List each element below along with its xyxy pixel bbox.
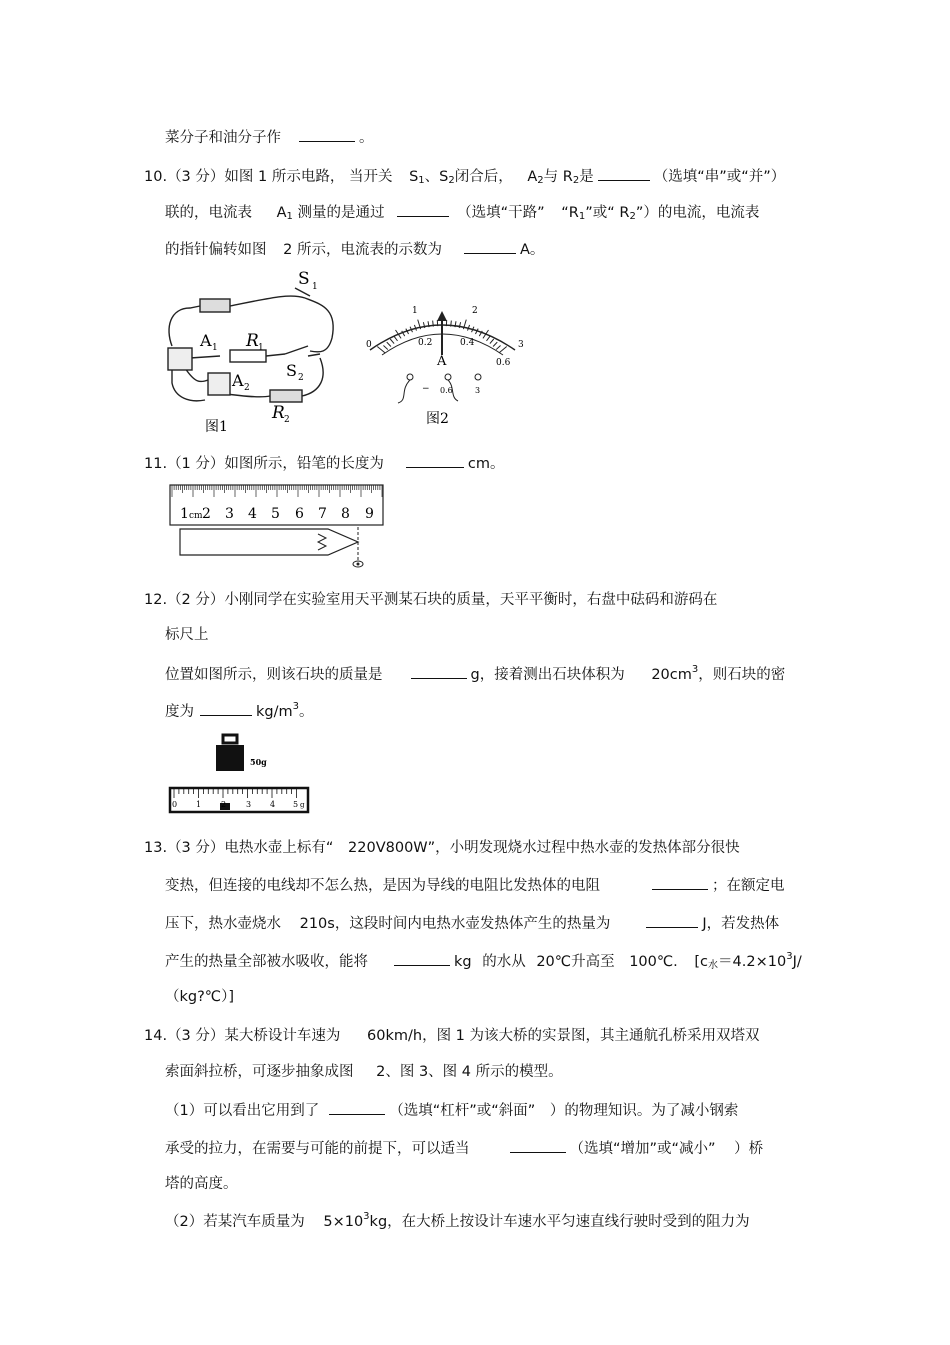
scale-label: 5 [293, 800, 299, 809]
q10-text: 测量的是通过 [297, 205, 385, 221]
terminal-label: 3 [475, 386, 481, 395]
scale-label: 0 [172, 800, 178, 809]
ruler-label: 3 [225, 506, 234, 522]
ammeter-tick [390, 339, 394, 344]
q10-text: “R [561, 205, 579, 221]
ammeter-tick [383, 345, 387, 349]
q12-text: 标尺上 [165, 627, 209, 643]
q13-line3 [165, 912, 779, 934]
ammeter-tick [486, 336, 490, 341]
q9-line [165, 126, 374, 148]
scale-label: 3 [246, 800, 252, 809]
q13-blank-2 [646, 912, 698, 928]
q10-text: ”）的电流，电流表 [635, 205, 760, 221]
label-s: S [286, 361, 297, 380]
q13-sub: 水 [708, 960, 719, 971]
q13-text: 20℃升高至 [536, 954, 615, 970]
ammeter-tick [490, 339, 494, 344]
q10-text: 闭合后， [454, 169, 513, 185]
q12-text: 。 [299, 704, 314, 720]
q10-text: 联的，电流表 [165, 205, 252, 221]
label-sub: 1 [212, 343, 218, 353]
q13-sup: 3 [786, 951, 793, 962]
q13-text: 产生的热量全部被水吸收，能将 [165, 954, 368, 970]
s1-symbol: S [409, 169, 419, 185]
q14-text: 60km/h，图 1 为该大桥的实景图，其主通航孔桥采用双塔双 [367, 1028, 760, 1044]
ammeter-tick [394, 336, 398, 341]
q14-text: （选填“增加”或“减小” [569, 1141, 716, 1157]
ruler-label: 9 [365, 506, 374, 522]
a1-sub: 1 [286, 211, 293, 222]
q13-text: J/ [792, 954, 802, 970]
tick-label: 2 [472, 306, 478, 316]
tick-label: 0.6 [496, 358, 511, 368]
scale-label: 1 [196, 800, 202, 809]
question-score: （3 分） [167, 1028, 225, 1044]
q11-blank [406, 452, 464, 468]
unit-label: A [437, 354, 447, 369]
q12-line3 [165, 663, 785, 685]
q14-line3 [165, 1099, 738, 1121]
q14-text: （1）可以看出它用到了 [165, 1103, 320, 1119]
a1-symbol: A [276, 205, 287, 221]
q14-line6 [165, 1212, 750, 1232]
question-number: 12. [144, 592, 168, 608]
q12-text: g，接着测出石块体积为 [470, 667, 625, 683]
q10-line3 [165, 238, 544, 260]
q12-line2 [165, 625, 209, 645]
ruler-label: 7 [318, 506, 327, 522]
question-number: 13. [144, 840, 168, 856]
q10-text: 是 [579, 169, 594, 185]
label-sub: 2 [244, 383, 250, 393]
q13-text: [c [694, 954, 709, 970]
tick-label: 0.2 [418, 338, 433, 348]
q10-sep: 、 [424, 169, 440, 185]
q13-text: kg [454, 954, 472, 970]
q13-line4 [165, 950, 802, 972]
q14-text: 5×10 [323, 1214, 364, 1230]
q13-text: 电热水壶上标有“ [224, 840, 334, 856]
q10-text: （选填“干路” [457, 205, 545, 221]
circuit-figure-1 [160, 268, 350, 433]
ruler-label: 5 [271, 506, 280, 522]
question-number: 11. [144, 456, 168, 472]
q13-text: 变热，但连接的电线却不怎么热，是因为导线的电阻比发热体的电阻 [165, 878, 600, 894]
q13-blank-3 [394, 950, 450, 966]
q14-text: ）的物理知识。为了减小钢索 [549, 1103, 739, 1119]
q14-line5 [165, 1174, 238, 1194]
s1-sub: 1 [418, 175, 425, 186]
ruler-label: 6 [295, 506, 304, 522]
q12-text: 小刚同学在实验室用天平测某石块的质量，天平平衡时，右盘中砝码和游码在 [224, 592, 718, 608]
ammeter-tick [451, 321, 452, 327]
q14-text: 某大桥设计车速为 [224, 1028, 341, 1044]
ammeter-tick [377, 346, 385, 352]
q13-line2 [165, 874, 785, 896]
weight-label: 50g [250, 757, 267, 767]
r2-symbol: R [562, 169, 573, 185]
ammeter-tick [433, 321, 434, 327]
ruler-pencil-figure [168, 482, 388, 572]
tick-label: 0.4 [460, 338, 475, 348]
q13-line5 [165, 987, 234, 1007]
q10-text: 与 [543, 169, 559, 185]
q10-line2 [165, 201, 759, 223]
ammeter-tick [396, 330, 402, 338]
scale-label: 2 [221, 800, 227, 809]
q12-blank-1 [411, 663, 467, 679]
ruler-label: 8 [341, 506, 350, 522]
balance-scale-figure [166, 733, 316, 818]
q13-text: 100℃. [629, 954, 678, 970]
ammeter-tick [387, 342, 391, 346]
r2-sub: 2 [572, 175, 580, 186]
ruler-label: 1 [180, 506, 189, 522]
figure-caption: 图2 [426, 411, 449, 427]
q14-blank-2 [510, 1137, 566, 1153]
q12-sup: 3 [691, 664, 699, 675]
q12-text: 位置如图所示，则该石块的质量是 [165, 667, 383, 683]
q13-text: J，若发热体 [702, 916, 780, 932]
q14-text: kg，在大桥上按设计车速水平匀速直线行驶时受到的阻力为 [369, 1214, 750, 1230]
label-a: A [232, 371, 244, 390]
q10-text: 如图 1 所示电路， 当开关 [224, 169, 393, 185]
q13-text: 210s，这段时间内电热水壶发热体产生的热量为 [299, 916, 611, 932]
scale-label: g [300, 801, 305, 809]
q12-text: kg/m [256, 704, 293, 720]
q10-line1 [144, 165, 785, 187]
q14-text: （选填“杠杆”或“斜面” [389, 1103, 536, 1119]
label-r: R [272, 403, 285, 423]
q14-text: 2、图 3、图 4 所示的模型。 [376, 1064, 563, 1080]
q13-text: ＝4.2×10 [718, 954, 787, 970]
question-number: 10. [144, 169, 168, 185]
q12-text: 度为 [165, 704, 194, 720]
q14-text: 索面斜拉桥，可逐步抽象成图 [165, 1064, 354, 1080]
q12-line1 [144, 590, 717, 610]
q13-blank-1 [652, 874, 708, 890]
ruler-label: cm [189, 511, 203, 521]
ammeter-tick [493, 342, 497, 346]
q13-text: （kg?℃）] [165, 989, 234, 1005]
q11-line [144, 452, 505, 474]
tick-label: 0 [366, 340, 372, 350]
label-s: S [298, 269, 310, 289]
question-score: （1 分） [167, 456, 225, 472]
q10-blank-2 [397, 201, 449, 217]
q12-sup: 3 [292, 701, 299, 712]
q10-text: （选填“串”或“并”） [653, 169, 786, 185]
q10-text: 2 所示，电流表的示数为 [283, 242, 442, 258]
label-sub: 2 [284, 415, 290, 425]
figure-caption: 图1 [205, 419, 228, 433]
label-a: A [200, 331, 212, 350]
a2-sub: 2 [537, 175, 544, 186]
terminal-label: 0.6 [440, 386, 453, 395]
q9-end: 。 [359, 130, 374, 146]
q12-text: 20cm [651, 667, 692, 683]
ammeter-tick [496, 345, 500, 349]
q10-text: ”或“ R [585, 205, 630, 221]
q14-line4 [165, 1137, 763, 1159]
q9-blank [299, 126, 355, 142]
q10-sub: 2 [629, 211, 636, 222]
tick-label: 3 [518, 340, 524, 350]
q13-line1 [144, 838, 740, 858]
q14-blank-1 [329, 1099, 385, 1115]
q12-line4 [165, 700, 314, 722]
q13-text: 的水从 [482, 954, 526, 970]
ammeter-tick [499, 346, 507, 352]
q10-sub: 1 [578, 211, 586, 222]
q10-blank-1 [598, 165, 650, 181]
q11-unit: cm。 [467, 456, 505, 472]
s2-symbol: S [439, 169, 449, 185]
q14-line2 [165, 1062, 563, 1082]
q13-text: 压下，热水壶烧水 [165, 916, 281, 932]
q12-text: ，则石块的密 [698, 667, 786, 683]
scale-label: 4 [270, 800, 276, 809]
q10-text: 的指针偏转如图 [165, 242, 267, 258]
q14-sup: 3 [363, 1211, 370, 1222]
q13-text: ；在额定电 [712, 878, 785, 894]
q14-text: 承受的拉力，在需要与可能的前提下，可以适当 [165, 1141, 470, 1157]
q13-text: ”，小明发现烧水过程中热水壶的发热体部分很快 [427, 840, 740, 856]
q13-text: 220V800W [348, 840, 428, 856]
question-score: （3 分） [167, 169, 225, 185]
question-score: （3 分） [167, 840, 225, 856]
label-sub: 1 [312, 282, 318, 292]
q9-text: 菜分子和油分子作 [165, 130, 281, 146]
q11-text: 如图所示，铅笔的长度为 [224, 456, 384, 472]
s2-sub: 2 [448, 175, 455, 186]
a2-symbol: A [527, 169, 538, 185]
ammeter-figure-2 [360, 295, 530, 430]
q14-text: 塔的高度。 [165, 1176, 238, 1192]
label-r: R [246, 331, 259, 351]
label-sub: 1 [258, 343, 264, 353]
q14-text: ）桥 [734, 1141, 764, 1157]
label-sub: 2 [298, 373, 304, 383]
tick-label: 1 [412, 306, 418, 316]
q14-text: （2）若某汽车质量为 [165, 1214, 305, 1230]
q10-blank-3 [464, 238, 516, 254]
q12-blank-2 [200, 700, 252, 716]
question-score: （2 分） [167, 592, 225, 608]
terminal-label: − [422, 384, 430, 394]
q14-line1 [144, 1026, 760, 1046]
ruler-label: 2 [202, 506, 211, 522]
question-number: 14. [144, 1028, 168, 1044]
ruler-label: 4 [248, 506, 257, 522]
q10-text: A。 [519, 242, 545, 258]
